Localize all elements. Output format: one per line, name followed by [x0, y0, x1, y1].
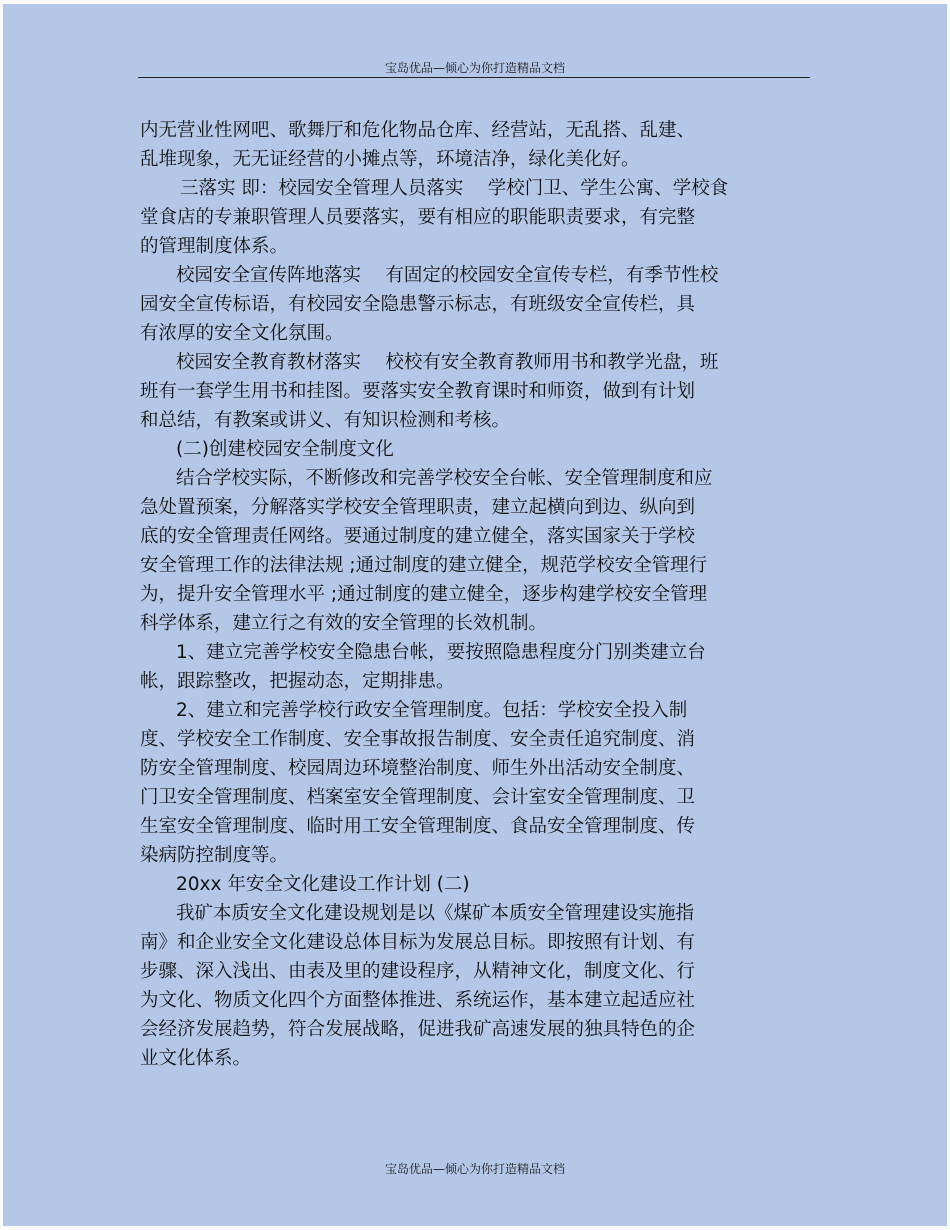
text-line: 乱堆现象，无无证经营的小摊点等，环境洁净，绿化美化好。: [140, 149, 640, 170]
text-line: 为文化、物质文化四个方面整体推进、系统运作，基本建立起适应社: [140, 990, 696, 1011]
text-line: 会经济发展趋势，符合发展战略，促进我矿高速发展的独具特色的企: [140, 1019, 696, 1040]
text-line: 防安全管理制度、校园周边环境整治制度、师生外出活动安全制度、: [140, 758, 696, 779]
text-line: 我矿本质安全文化建设规划是以《煤矿本质安全管理建设实施指: [176, 903, 695, 924]
text-line: 步骤、深入浅出、由表及里的建设程序，从精神文化，制度文化、行: [140, 961, 696, 982]
text-line: 内无营业性网吧、歌舞厅和危化物品仓库、经营站，无乱搭、乱建、: [140, 120, 696, 141]
text-line: 南》和企业安全文化建设总体目标为发展总目标。即按照有计划、有: [140, 932, 696, 953]
text-line: 堂食店的专兼职管理人员要落实，要有相应的职能职责要求，有完整: [140, 207, 696, 228]
document-body: [140, 116, 800, 1073]
text-line: 1、建立完善学校安全隐患台帐，要按照隐患程度分门别类建立台: [176, 642, 706, 663]
text-line: 20xx 年安全文化建设工作计划 (二): [176, 874, 470, 895]
text-line: 和总结，有教案或讲义、有知识检测和考核。: [140, 410, 511, 431]
text-line: 生室安全管理制度、临时用工安全管理制度、食品安全管理制度、传: [140, 816, 696, 837]
page-header: 宝岛优品—倾心为你打造精品文档: [384, 61, 565, 75]
page-footer: 宝岛优品—倾心为你打造精品文档: [384, 1162, 565, 1176]
text-line: 三落实 即：校园安全管理人员落实 学校门卫、学生公寓、学校食: [180, 178, 729, 199]
text-line: 结合学校实际，不断修改和完善学校安全台帐、安全管理制度和应: [176, 468, 713, 489]
text-line: 科学体系，建立行之有效的安全管理的长效机制。: [140, 613, 548, 634]
text-line: 为，提升安全管理水平 ;通过制度的建立健全，逐步构建学校安全管理: [140, 584, 708, 605]
text-line: 班有一套学生用书和挂图。要落实安全教育课时和师资，做到有计划: [140, 381, 696, 402]
text-line: 的管理制度体系。: [140, 236, 289, 257]
text-line: 业文化体系。: [140, 1048, 252, 1069]
text-line: 园安全宣传标语，有校园安全隐患警示标志，有班级安全宣传栏，具: [140, 294, 696, 315]
text-line: 校园安全宣传阵地落实 有固定的校园安全宣传专栏，有季节性校: [176, 265, 719, 286]
text-line: 安全管理工作的法律法规 ;通过制度的建立健全，规范学校安全管理行: [140, 555, 708, 576]
text-line: 底的安全管理责任网络。要通过制度的建立健全，落实国家关于学校: [140, 526, 696, 547]
text-line: 染病防控制度等。: [140, 845, 289, 866]
text-line: 帐，跟踪整改，把握动态，定期排患。: [140, 671, 455, 692]
text-line: 急处置预案，分解落实学校安全管理职责，建立起横向到边、纵向到: [140, 497, 696, 518]
header-divider: [138, 77, 810, 78]
text-line: 门卫安全管理制度、档案室安全管理制度、会计室安全管理制度、卫: [140, 787, 696, 808]
text-line: 校园安全教育教材落实 校校有安全教育教师用书和教学光盘，班: [176, 352, 719, 373]
text-line: 2、建立和完善学校行政安全管理制度。包括：学校安全投入制: [176, 700, 688, 721]
document-page: [3, 4, 947, 1226]
text-line: (二)创建校园安全制度文化: [176, 439, 394, 460]
text-line: 度、学校安全工作制度、安全事故报告制度、安全责任追究制度、消: [140, 729, 696, 750]
text-line: 有浓厚的安全文化氛围。: [140, 323, 344, 344]
